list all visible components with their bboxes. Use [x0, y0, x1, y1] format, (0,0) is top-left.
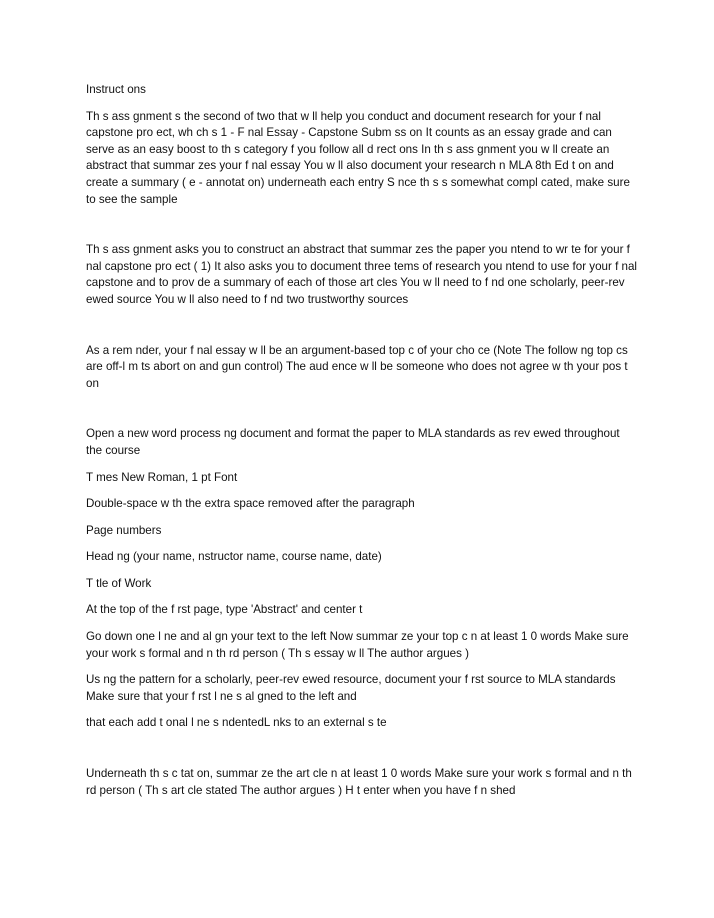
- instructions-heading: Instruct ons: [86, 83, 146, 96]
- paragraph-assignment-intro: Th s ass gnment s the second of two that w ll help you conduct and document research for your f nal capstone pro ect, wh ch s 1 - F nal Essay - Capstone Subm ss on It counts as an essay grade and can serve as an easy boost to th s category f you follow all d rect ons In th s ass gnment you w ll create an abstract that summar zes your f nal essay You w ll also document your research n MLA 8th Ed t on and create a summary ( e - annotat on) underneath each entry S nce th s s somewhat compl cated, make sure to see the sample: [86, 109, 630, 206]
- format-page-numbers: Page numbers: [86, 523, 162, 537]
- blank-line: [86, 319, 638, 343]
- paragraph-reminder: As a rem nder, your f nal essay w ll be an argument-based top c of your cho ce (Note The follow ng top cs are off-l m ts abort on and gun control) The aud ence w ll be someone who does not agree w th your pos t on: [86, 343, 628, 390]
- paragraph-abstract-title: At the top of the f rst page, type 'Abstract' and center t: [86, 603, 363, 617]
- paragraph-summarize-topic: Go down one l ne and al gn your text to the left Now summar ze your top c n at least 1 0 words Make sure your work s formal and n th rd person ( Th s essay w ll The author argues ): [86, 630, 629, 660]
- paragraph-abstract-description: Th s ass gnment asks you to construct an abstract that summar zes the paper you ntend to wr te for your f nal capstone pro ect ( 1) It also asks you to document three tems of research you ntend to use for your f nal capstone and to prov de a summary of each of those art cles You w ll need to f nd one scholarly, peer-rev ewed source You w ll also need to f nd two trustworthy sources: [86, 243, 637, 306]
- document-page: [86, 82, 638, 809]
- format-title: T tle of Work: [86, 576, 152, 590]
- format-heading: Head ng (your name, nstructor name, course name, date): [86, 550, 382, 564]
- paragraph-open-document: Open a new word process ng document and format the paper to MLA standards as rev ewed throughout the course: [86, 427, 620, 457]
- blank-line: [86, 218, 638, 242]
- format-double-space: Double-space w th the extra space removed after the paragraph: [86, 497, 415, 511]
- blank-line: [86, 742, 638, 766]
- blank-line: [86, 402, 638, 426]
- paragraph-summarize-article: Underneath th s c tat on, summar ze the art cle n at least 1 0 words Make sure your work s formal and n th rd person ( Th s art cle stated The author argues ) H t enter when you have f n shed: [86, 767, 632, 797]
- format-font: T mes New Roman, 1 pt Font: [86, 470, 238, 484]
- paragraph-document-source: Us ng the pattern for a scholarly, peer-rev ewed resource, document your f rst source to MLA standards Make sure that your f rst l ne s al gned to the left and: [86, 673, 616, 703]
- paragraph-indentation: that each add t onal l ne s ndentedL nks to an external s te: [86, 716, 387, 730]
